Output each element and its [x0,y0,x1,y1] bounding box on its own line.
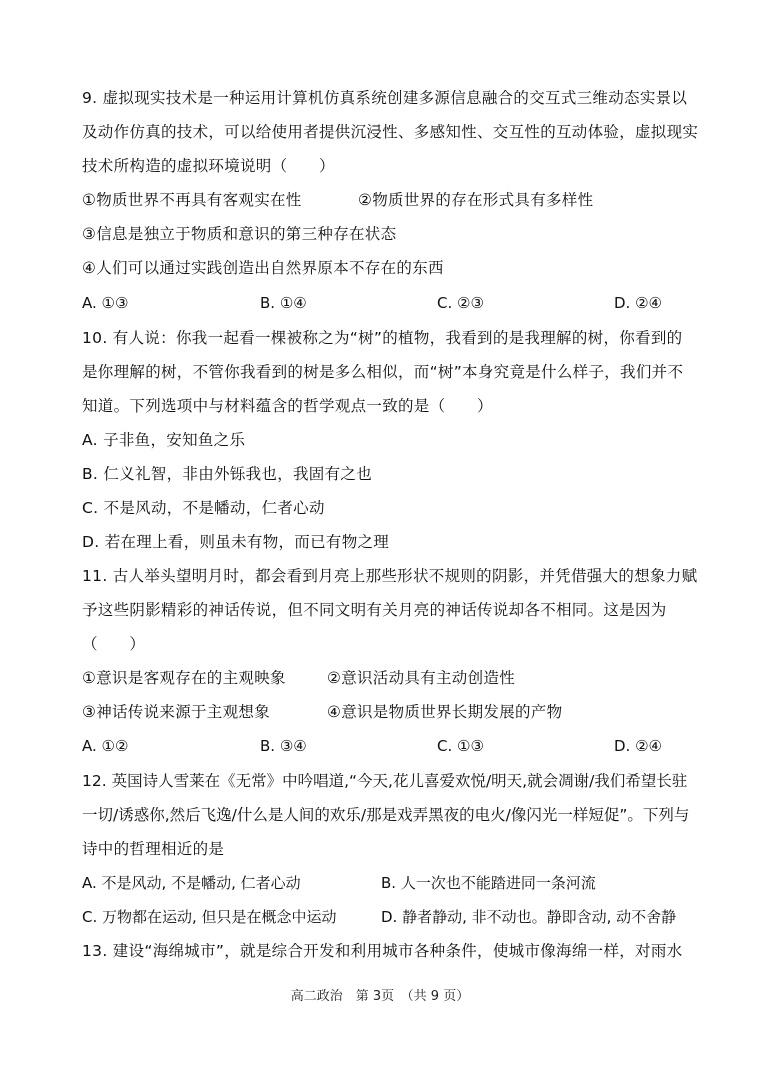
q11-statement-3: ③神话传说来源于主观想象 [82,703,270,721]
q12-stem-line-2: 一切/诱惑你,然后飞逸/什么是人间的欢乐/那是戏弄黑夜的电火/像闪光一样短促”。下列与 [82,806,690,824]
q9-option-a: A. ①③ [82,294,129,312]
q9-statement-1: ①物质世界不再具有客观实在性 [82,191,302,209]
q9-option-d: D. ②④ [614,294,662,312]
q11-statement-1: ①意识是客观存在的主观映象 [82,669,286,687]
q9-statement-3: ③信息是独立于物质和意识的第三种存在状态 [82,225,397,243]
q11-stem-line-2: 予这些阴影精彩的神话传说，但不同文明有关月亮的神话传说却各不相同。这是因为 [82,601,667,619]
q9-statement-2: ②物质世界的存在形式具有多样性 [358,191,594,209]
q10-option-a: A. 子非鱼，安知鱼之乐 [82,431,246,449]
q11-option-c: C. ①③ [437,737,484,755]
q11-stem-line-3: （ ） [82,635,146,653]
q12-option-c: C. 万物都在运动, 但只是在概念中运动 [82,908,337,926]
q10-stem-line-1: 10. 有人说：你我一起看一棵被称之为“树”的植物，我看到的是我理解的树，你看到的 [82,329,683,347]
page-footer: 高二政治 第 3页 （共 9 页） [290,989,470,1004]
q11-statement-4: ④意识是物质世界长期发展的产物 [327,703,563,721]
q9-option-b: B. ①④ [260,294,307,312]
q9-option-c: C. ②③ [437,294,484,312]
q11-option-a: A. ①② [82,737,129,755]
q11-option-d: D. ②④ [614,737,662,755]
q10-option-b: B. 仁义礼智，非由外铄我也，我固有之也 [82,465,372,483]
q12-option-a: A. 不是风动, 不是幡动, 仁者心动 [82,874,301,892]
q13-stem-line-1: 13. 建设“海绵城市”，就是综合开发和利用城市各种条件，使城市像海绵一样，对雨水 [82,942,683,960]
q12-stem-line-3: 诗中的哲理相近的是 [82,840,225,858]
q11-option-b: B. ③④ [260,737,307,755]
q10-option-d: D. 若在理上看，则虽未有物，而已有物之理 [82,533,390,551]
q12-option-b: B. 人一次也不能踏进同一条河流 [381,874,596,892]
q9-stem-line-3: 技术所构造的虚拟环境说明（ ） [82,157,335,175]
q12-stem-line-1: 12. 英国诗人雪莱在《无常》中吟唱道,“今天,花儿喜爱欢悦/明天,就会凋谢/我们希望长驻 [82,772,688,790]
q10-option-c: C. 不是风动，不是幡动，仁者心动 [82,499,325,517]
q12-option-d: D. 静者静动, 非不动也。静即含动, 动不舍静 [381,908,677,926]
q10-stem-line-2: 是你理解的树，不管你我看到的树是多么相似，而“树”本身究竟是什么样子，我们并不 [82,363,684,381]
q11-stem-line-1: 11. 古人举头望明月时，都会看到月亮上那些形状不规则的阴影，并凭借强大的想象力赋 [82,567,698,585]
q11-statement-2: ②意识活动具有主动创造性 [327,669,515,687]
q9-stem-line-1: 9. 虚拟现实技术是一种运用计算机仿真系统创建多源信息融合的交互式三维动态实景以 [82,89,688,107]
q9-statement-4: ④人们可以通过实践创造出自然界原本不存在的东西 [82,259,444,277]
q9-stem-line-2: 及动作仿真的技术，可以给使用者提供沉浸性、多感知性、交互性的互动体验，虚拟现实 [82,123,699,141]
q10-stem-line-3: 知道。下列选项中与材料蕴含的哲学观点一致的是（ ） [82,397,493,415]
